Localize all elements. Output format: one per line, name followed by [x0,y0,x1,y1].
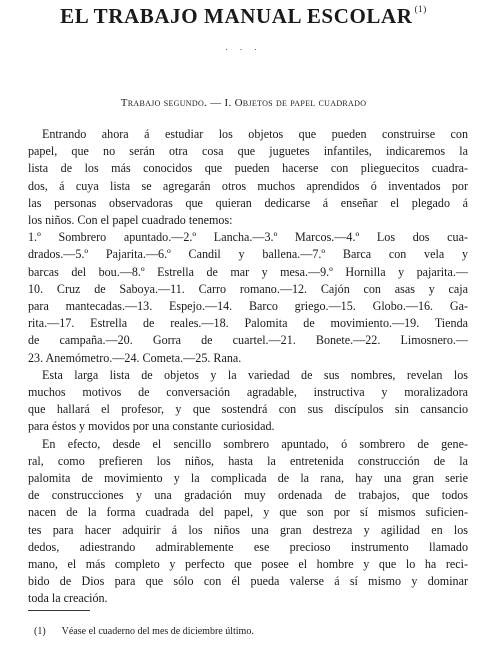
text-line: 23. Anemómetro.—24. Cometa.—25. Rana. [28,350,242,365]
text-line: para mantecadas.—13. Espejo.—14. Barco griego.—15. Globo.—16. Ga- [28,299,468,314]
text-line: mano, el más completo y perfecto que posee el hombre y que lo ha reci- [28,557,468,572]
footnote-reference: (1) [414,4,427,14]
text-line: barcas del bou.—8.º Estrella de mar y mesa.—9.º Hornilla y pajarita.— [28,264,468,279]
text-line: papel, que no serán otra cosa que juguetes infantiles, indicaremos la [28,144,468,159]
paragraph-effect [28,436,468,608]
paragraph-conversation [28,367,468,436]
text-line: En efecto, desde el sencillo sombrero apuntado, ó sombrero de gene- [42,436,468,451]
text-line: que hallará el profesor, y que sostendrá con sus discípulos sin cansancio [28,402,468,417]
text-line: las personas observadoras que quieran dedicarse á enseñar el plegado á [28,195,468,210]
article-body [28,126,468,608]
text-line: rita.—17. Estrella de reales.—18. Palomita de movimiento.—19. Tienda [28,316,468,331]
text-line: dos, á cuya lista se agregarán otros muchos aprendidos ó inventados por [28,178,468,193]
text-line: tes para hacer adquirir á los niños una gran destreza y agilidad en los [28,522,468,537]
text-line: nacen de la forma cuadrada del papel, y que son por sí mismos suficien- [28,505,468,520]
title-text: EL TRABAJO MANUAL ESCOLAR [60,4,413,28]
text-line: lista de los más conocidos que pueden hacerse con plieguecitos cuadra- [28,161,468,176]
text-line: de campaña.—20. Gorra de cuartel.—21. Bonete.—22. Limosnero.— [28,333,468,348]
text-line: muchos motivos de conversación agradable, instructiva y moralizadora [28,385,468,400]
paragraph-intro [28,126,468,229]
text-line: Esta larga lista de objetos y la variedad de sus nombres, revelan los [42,367,468,382]
text-line: palomita de movimiento y la complicada de la rana, hay una gran serie [28,471,468,486]
text-line: ral, como prefieren los niños, hasta la entretenida construcción de la [28,453,468,468]
text-line: dedos, adiestrando admirablemente ese precioso instrumento llamado [28,539,468,554]
footnote-text: Véase el cuaderno del mes de diciembre último. [61,626,254,637]
text-line: toda la creación. [28,591,108,606]
paragraph-object-list [28,229,468,367]
text-line: bido de Dios para que sólo con él pueda valerse á sí mismo y dominar [28,574,468,589]
text-line: 10. Cruz de Saboya.—11. Carro romano.—12. Cajón con asas y caja [28,281,468,296]
footnote-mark: (1) [34,626,46,637]
text-line: Entrando ahora á estudiar los objetos que pueden construirse con [42,127,468,141]
section-title: Objetos de papel cuadrado [234,97,367,109]
footnote-divider [28,610,90,611]
section-number: Trabajo segundo. — I. [120,97,232,109]
text-line: para éstos y movidos por una constante curiosidad. [28,419,275,434]
section-heading [0,97,487,109]
text-line: drados.—5.º Pajarita.—6.º Candil y ballena.—7.º Barca con vela y [28,247,468,262]
text-line: 1.º Sombrero apuntado.—2.º Lancha.—3.º Marcos.—4.º Los dos cua- [28,230,468,245]
page-title [0,4,487,29]
footnote [34,626,254,637]
text-line: los niños. Con el papel cuadrado tenemos: [28,213,233,228]
ornament-dots: . . . [225,42,262,52]
text-line: de construcciones y una gradación muy ordenada de trabajos, que todos [28,488,468,503]
